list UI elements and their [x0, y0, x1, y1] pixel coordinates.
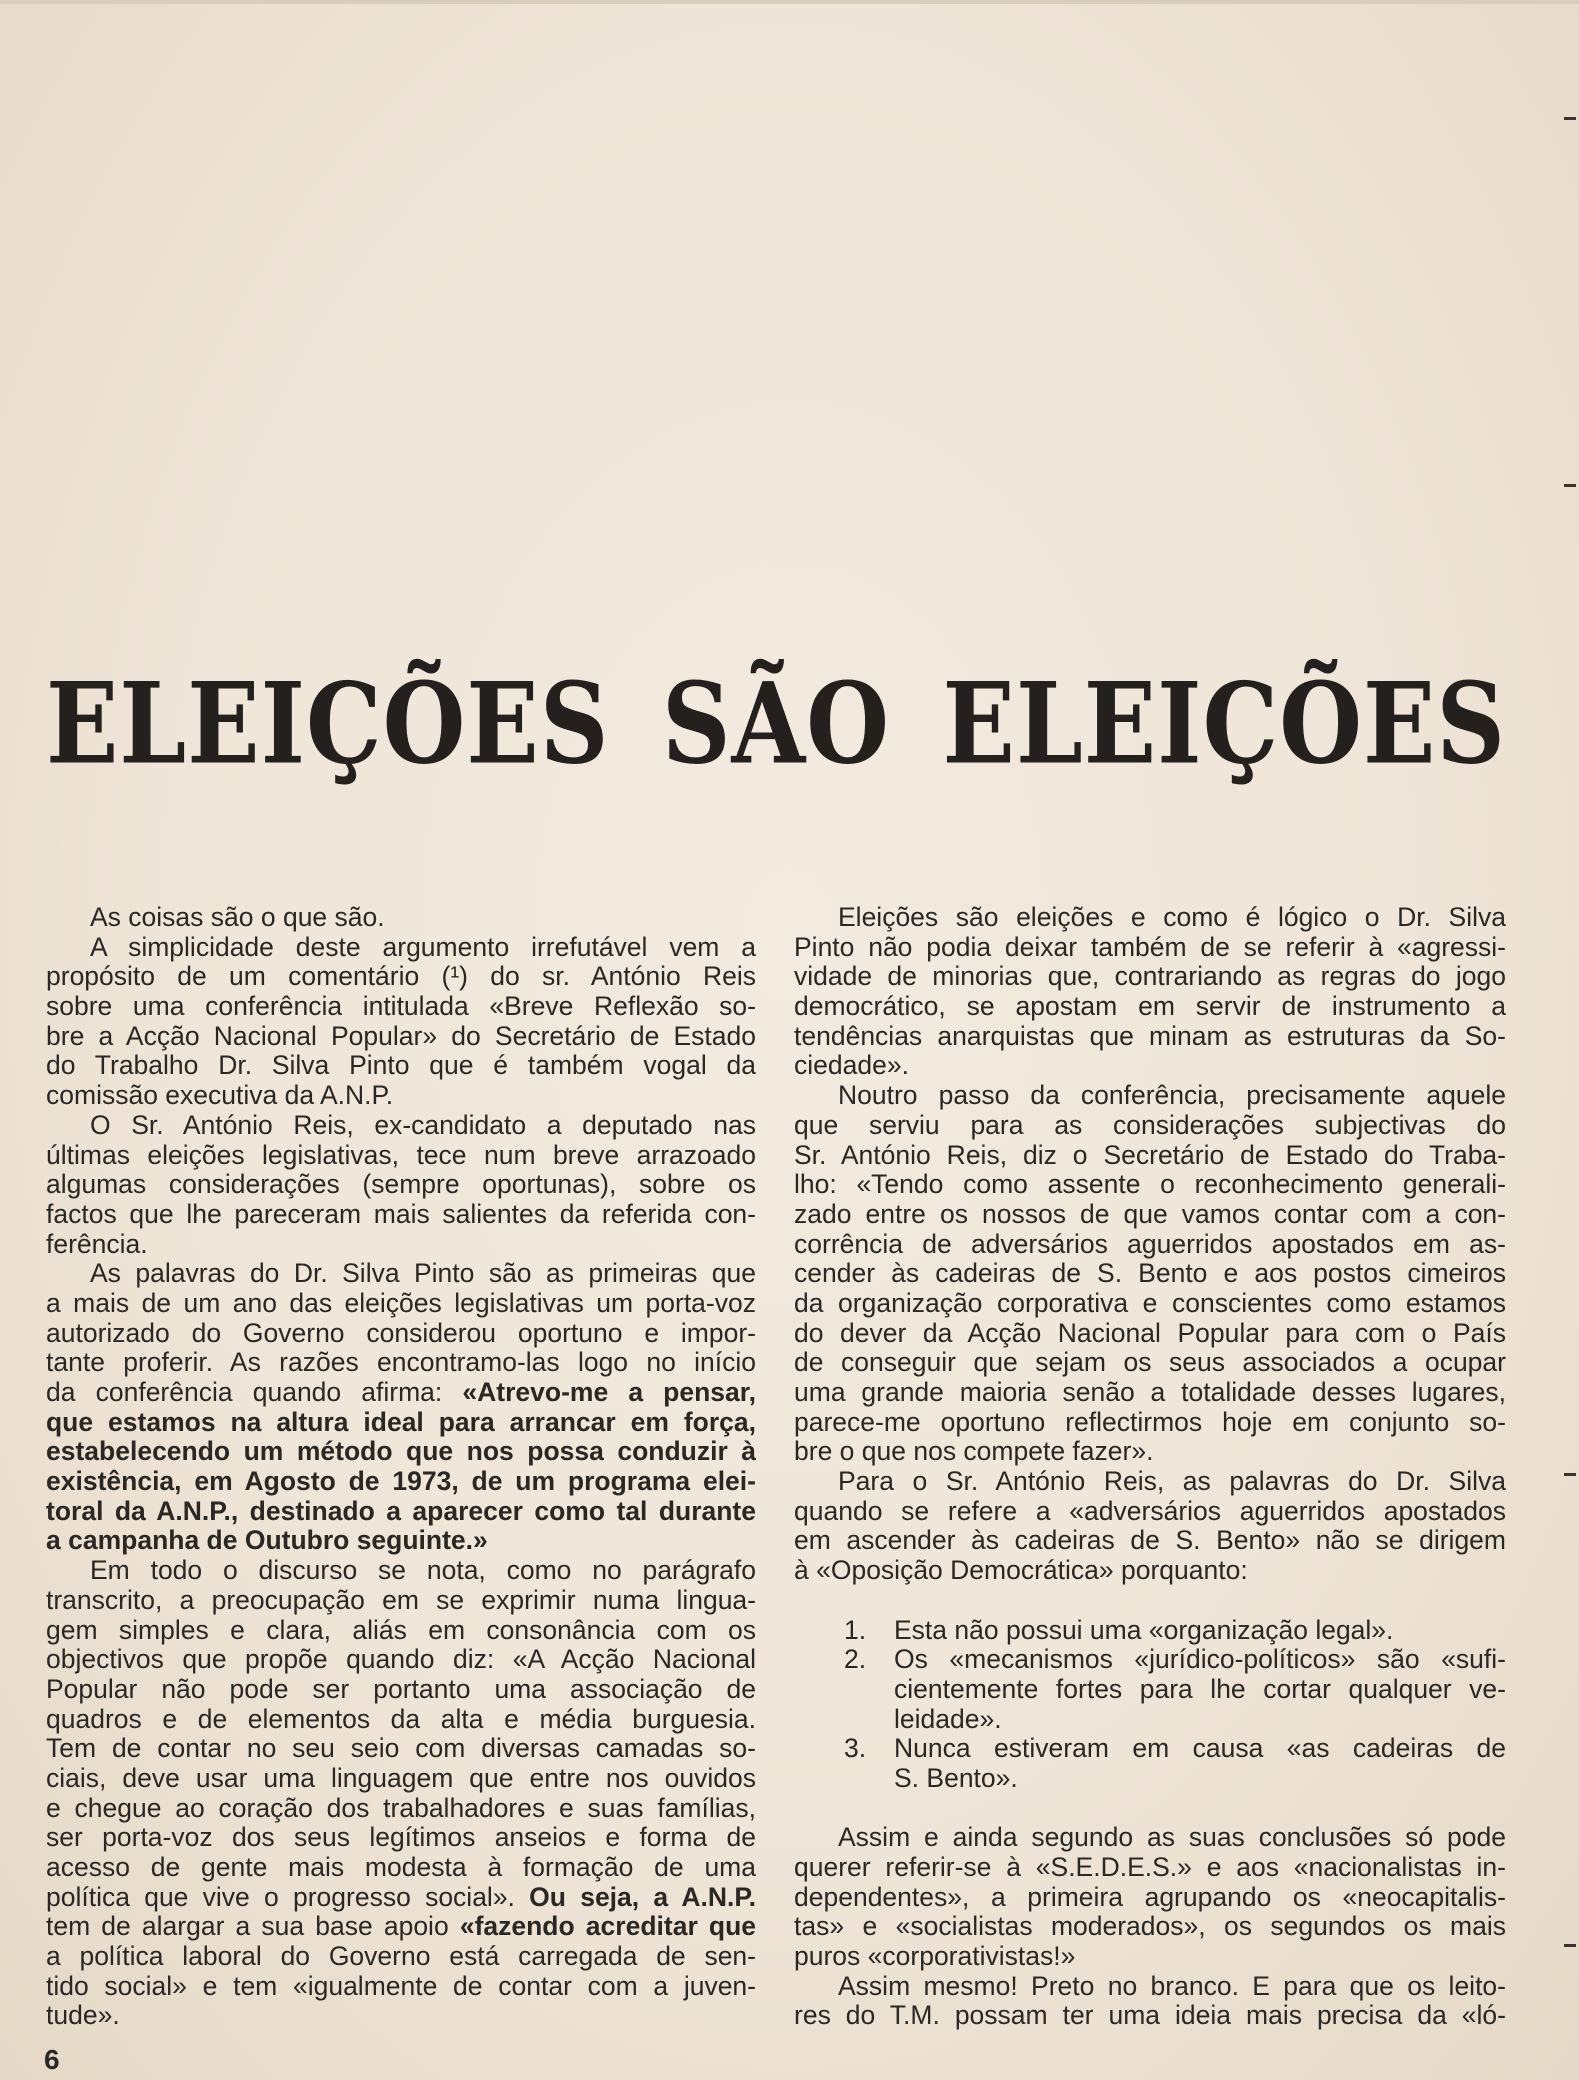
text-line: tante proferir. As razões encontramo-las logo no início	[46, 1347, 756, 1378]
text-line: democrático, se apostam em servir de instrumento a	[794, 991, 1506, 1022]
bold-text: «Atrevo-me a pensar,	[462, 1377, 756, 1407]
paragraph	[794, 1467, 1506, 1586]
paragraph	[794, 903, 1506, 1081]
text-line: ciedade».	[794, 1050, 909, 1081]
text-line: querer referir-se à «S.E.D.E.S.» e aos «nacionalistas in-	[794, 1852, 1506, 1882]
text-line: A simplicidade deste argumento irrefutável vem a	[90, 931, 756, 962]
list-item	[794, 1734, 1506, 1793]
text-line: à «Oposição Democrática» porquanto:	[794, 1555, 1248, 1586]
paragraph	[794, 1823, 1506, 1971]
text-run: tem de alargar a sua base apoio	[46, 1911, 460, 1942]
paragraph	[46, 903, 756, 933]
list-item-text	[894, 1616, 1506, 1646]
text-line: cientemente fortes para lhe cortar qualquer ve-	[894, 1673, 1506, 1704]
text-line: Noutro passo da conferência, precisamente aquele	[838, 1080, 1506, 1111]
text-line: propósito de um comentário (¹) do sr. António Reis	[46, 961, 756, 992]
paragraph	[46, 933, 756, 1111]
text-line: ciais, deve usar uma linguagem que entre nos ouvidos	[46, 1762, 756, 1793]
text-line: vidade de minorias que, contrariando as regras do jogo	[794, 961, 1506, 992]
list-item	[794, 1616, 1506, 1646]
text-line: autorizado do Governo considerou oportuno e impor-	[46, 1317, 756, 1348]
text-line: Assim e ainda segundo as suas conclusões só pode	[838, 1822, 1506, 1853]
title-word: SÃO	[661, 659, 891, 790]
text-line: algumas considerações (sempre oportunas), sobre os	[46, 1169, 756, 1200]
text-line: quando se refere a «adversários aguerridos apostados	[794, 1495, 1506, 1526]
text-line: As palavras do Dr. Silva Pinto são as primeiras que	[90, 1258, 756, 1289]
paragraph	[46, 1556, 756, 2031]
list-item-text	[894, 1734, 1506, 1793]
page-number: 6	[44, 2044, 60, 2075]
bold-text: «fazendo acreditar que	[459, 1911, 757, 1942]
article-title	[46, 659, 1506, 790]
text-line: a política laboral do Governo está carregada de sen-	[46, 1941, 756, 1972]
text-line: factos que lhe pareceram mais salientes da referida con-	[46, 1198, 756, 1229]
text-line	[46, 1912, 756, 1942]
text-line: do Trabalho Dr. Silva Pinto que é também vogal da	[46, 1050, 756, 1081]
text-line: ser porta-voz dos seus legítimos anseios e forma de	[46, 1822, 756, 1853]
list-item	[794, 1645, 1506, 1734]
scan-margin-mark	[1564, 484, 1576, 487]
text-line: tude».	[46, 2000, 120, 2031]
text-line: Tem de contar no seu seio com diversas camadas so-	[46, 1733, 756, 1764]
text-line: e chegue ao coração dos trabalhadores e suas famílias,	[46, 1792, 756, 1823]
text-line: do dever da Acção Nacional Popular para com o País	[794, 1317, 1506, 1348]
text-line: parece-me oportuno reflectirmos hoje em conjunto so-	[794, 1406, 1506, 1437]
bold-text: existência, em Agosto de 1973, de um programa elei-	[46, 1466, 756, 1497]
bold-text: Ou seja, a A.N.P.	[529, 1881, 756, 1912]
list-number: 3.	[844, 1733, 867, 1764]
text-line: leidade».	[894, 1703, 1002, 1734]
text-line: ferência.	[46, 1228, 148, 1259]
text-line: Sr. António Reis, diz o Secretário de Estado do Traba-	[794, 1139, 1506, 1170]
text-line: da organização corporativa e conscientes como estamos	[794, 1287, 1506, 1318]
text-line: zado entre os nossos de que vamos contar com a con-	[794, 1198, 1506, 1229]
text-line: Nunca estiveram em causa «as cadeiras de	[894, 1733, 1506, 1764]
text-line	[46, 1883, 756, 1913]
text-line: acesso de gente mais modesta à formação de uma	[46, 1852, 756, 1882]
left-text-column	[46, 903, 756, 2031]
list-item-text	[894, 1645, 1506, 1734]
right-text-column	[794, 903, 1506, 2031]
text-line: dependentes», a primeira agrupando os «neocapitalis-	[794, 1881, 1506, 1912]
text-line: Eleições são eleições e como é lógico o Dr. Silva	[838, 902, 1506, 932]
bold-text: que estamos na altura ideal para arrancar em força,	[46, 1406, 756, 1437]
text-line	[46, 1526, 756, 1556]
text-line	[46, 1437, 756, 1467]
text-run: da conferência quando afirma:	[46, 1377, 463, 1407]
text-line: Para o Sr. António Reis, as palavras do Dr. Silva	[838, 1466, 1506, 1497]
text-line: corrência de adversários aguerridos apostados em as-	[794, 1228, 1506, 1259]
text-line: tendências anarquistas que minam as estruturas da So-	[794, 1020, 1506, 1051]
scan-margin-mark	[1564, 1473, 1576, 1476]
text-line: lho: «Tendo como assente o reconhecimento generali-	[794, 1169, 1506, 1200]
text-line: As coisas são o que são.	[90, 902, 385, 932]
scan-top-edge	[0, 0, 1579, 4]
text-line: quadros e de elementos da alta e média burguesia.	[46, 1703, 756, 1734]
text-line	[46, 1408, 756, 1438]
text-line: comissão executiva da A.N.P.	[46, 1080, 394, 1111]
numbered-list	[794, 1616, 1506, 1794]
bold-text: toral da A.N.P., destinado a aparecer como tal durante	[46, 1495, 756, 1526]
text-line: bre o que nos compete fazer».	[794, 1436, 1154, 1467]
text-line: cender às cadeiras de S. Bento e aos postos cimeiros	[794, 1258, 1506, 1289]
text-line: S. Bento».	[894, 1762, 1018, 1793]
text-line: Popular não pode ser portanto uma associação de	[46, 1673, 756, 1704]
text-line: puros «corporativistas!»	[794, 1941, 1076, 1972]
text-line: sobre uma conferência intitulada «Breve Reflexão so-	[46, 991, 756, 1022]
title-word: ELEIÇÕES	[46, 659, 610, 790]
text-line: Assim mesmo! Preto no branco. E para que os leito-	[838, 1970, 1506, 2001]
text-line: de conseguir que sejam os seus associados a ocupar	[794, 1347, 1506, 1378]
text-line	[46, 1497, 756, 1527]
scan-margin-mark	[1564, 117, 1576, 120]
paragraph	[794, 1081, 1506, 1467]
text-line: tas» e «socialistas moderados», os segundos os mais	[794, 1911, 1506, 1942]
text-line: bre a Acção Nacional Popular» do Secretário de Estado	[46, 1020, 756, 1051]
text-line: O Sr. António Reis, ex-candidato a deputado nas	[90, 1109, 756, 1140]
text-line: uma grande maioria senão a totalidade desses lugares,	[794, 1377, 1506, 1407]
text-line: objectivos que propõe quando diz: «A Acção Nacional	[46, 1644, 756, 1675]
paragraph	[794, 1972, 1506, 2031]
text-line: gem simples e clara, aliás em consonância com os	[46, 1614, 756, 1645]
bold-text: a campanha de Outubro seguinte.»	[46, 1525, 488, 1556]
paragraph	[46, 1259, 756, 1556]
text-line: a mais de um ano das eleições legislativas um porta-voz	[46, 1287, 756, 1318]
text-line: em ascender às cadeiras de S. Bento» não se dirigem	[794, 1525, 1506, 1556]
text-line: transcrito, a preocupação em se exprimir numa lingua-	[46, 1584, 756, 1615]
text-line	[46, 1378, 756, 1408]
paragraph	[46, 1111, 756, 1259]
text-line: que serviu para as considerações subjectivas do	[794, 1109, 1506, 1140]
text-line: Esta não possui uma «organização legal».	[894, 1614, 1394, 1645]
text-line: últimas eleições legislativas, tece num breve arrazoado	[46, 1139, 756, 1170]
text-line: res do T.M. possam ter uma ideia mais precisa da «ló-	[794, 2000, 1506, 2031]
text-line: Pinto não podia deixar também de se referir à «agressi-	[794, 931, 1506, 962]
text-run: política que vive o progresso social».	[46, 1881, 530, 1912]
list-number: 1.	[844, 1614, 867, 1645]
scan-margin-mark	[1564, 1944, 1576, 1947]
bold-text: estabelecendo um método que nos possa conduzir à	[46, 1436, 756, 1467]
title-word: ELEIÇÕES	[942, 659, 1506, 790]
text-line: Os «mecanismos «jurídico-políticos» são «sufi-	[894, 1644, 1506, 1675]
text-line: Em todo o discurso se nota, como no parágrafo	[90, 1555, 756, 1586]
text-line	[46, 1467, 756, 1497]
text-line: tido social» e tem «igualmente de contar com a juven-	[46, 1970, 756, 2001]
list-number: 2.	[844, 1644, 867, 1675]
